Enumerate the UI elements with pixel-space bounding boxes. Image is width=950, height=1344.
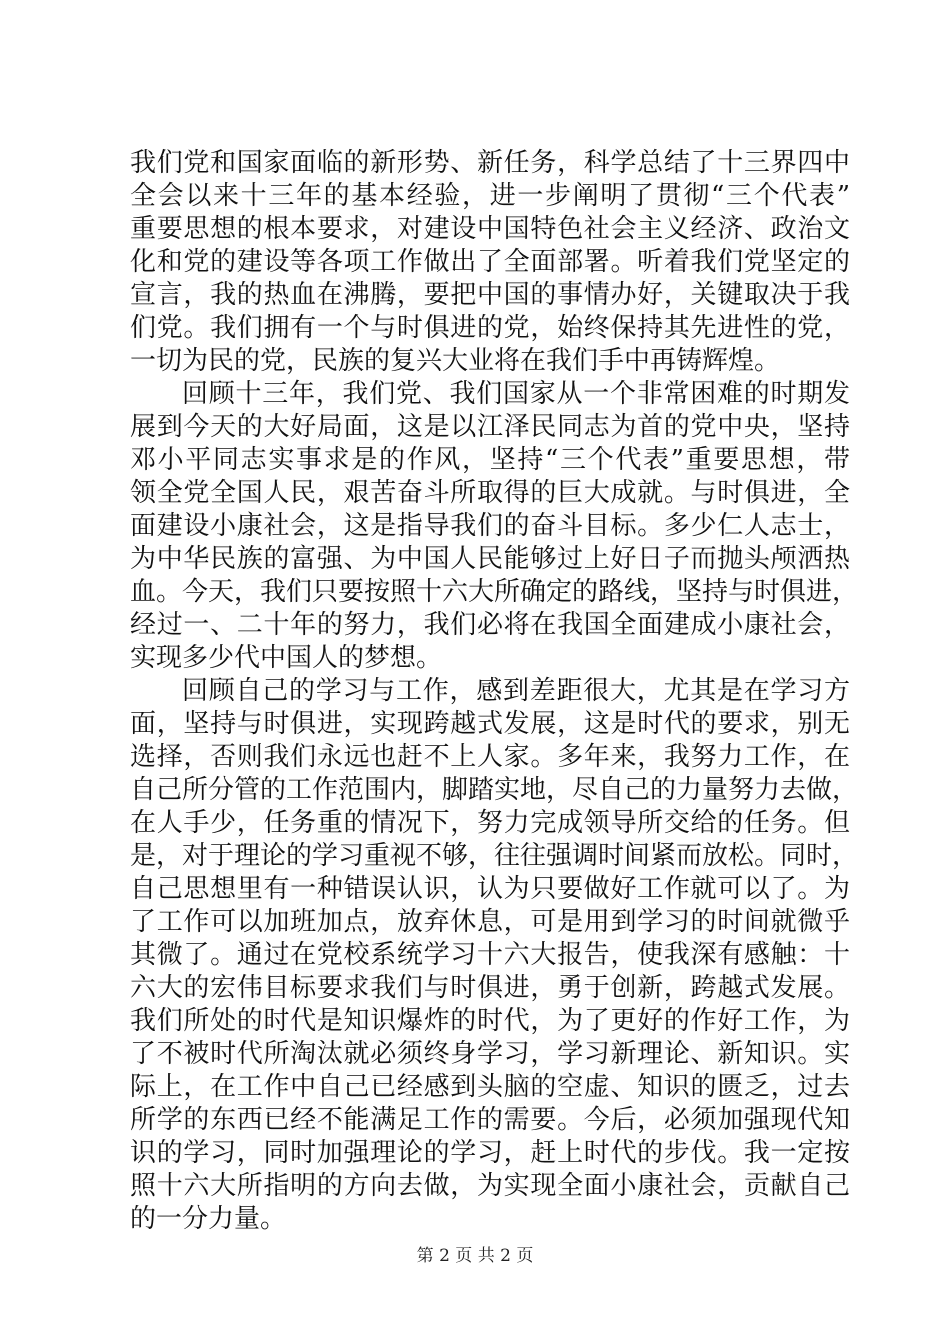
text-line: 为中华民族的富强、为中国人民能够过上好日子而抛头颅洒热 xyxy=(130,544,850,574)
text-line: 六大的宏伟目标要求我们与时俱进，勇于创新，跨越式发展。 xyxy=(130,973,850,1003)
text-line: 宣言，我的热血在沸腾，要把中国的事情办好，关键取决于我 xyxy=(130,280,850,310)
text-line: 识的学习，同时加强理论的学习，赶上时代的步伐。我一定按 xyxy=(130,1138,850,1168)
document-body xyxy=(130,147,859,1236)
text-line: 际上，在工作中自己已经感到头脑的空虚、知识的匮乏，过去 xyxy=(130,1072,850,1102)
text-line: 领全党全国人民，艰苦奋斗所取得的巨大成就。与时俱进，全 xyxy=(130,478,850,508)
text-line: 展到今天的大好局面，这是以江泽民同志为首的党中央，坚持 xyxy=(130,412,850,442)
paragraph-1 xyxy=(130,147,850,378)
text-line: 在人手少，任务重的情况下，努力完成领导所交给的任务。但 xyxy=(130,808,850,838)
text-line: 我们所处的时代是知识爆炸的时代，为了更好的作好工作，为 xyxy=(130,1006,850,1036)
text-line: 全会以来十三年的基本经验，进一步阐明了贯彻“三个代表” xyxy=(130,181,850,211)
text-line: 面，坚持与时俱进，实现跨越式发展，这是时代的要求，别无 xyxy=(130,709,850,739)
text-line: 选择，否则我们永远也赶不上人家。多年来，我努力工作，在 xyxy=(130,742,850,772)
text-line: 自己所分管的工作范围内，脚踏实地，尽自己的力量努力去做， xyxy=(130,775,859,805)
text-line: 们党。我们拥有一个与时俱进的党，始终保持其先进性的党， xyxy=(130,313,850,343)
text-line: 实现多少代中国人的梦想。 xyxy=(130,643,443,673)
text-line: 是，对于理论的学习重视不够，往往强调时间紧而放松。同时， xyxy=(130,841,859,871)
text-line: 其微了。通过在党校系统学习十六大报告，使我深有感触：十 xyxy=(130,940,850,970)
paragraph-3 xyxy=(130,675,859,1236)
text-line: 经过一、二十年的努力，我们必将在我国全面建成小康社会， xyxy=(130,610,850,640)
page-number-footer: 第 2 页 共 2 页 xyxy=(416,1246,534,1266)
text-line: 我们党和国家面临的新形势、新任务，科学总结了十三界四中 xyxy=(130,148,850,178)
text-line: 重要思想的根本要求，对建设中国特色社会主义经济、政治文 xyxy=(130,214,850,244)
text-line: 回顾十三年，我们党、我们国家从一个非常困难的时期发 xyxy=(182,379,850,409)
text-line: 了不被时代所淘汰就必须终身学习，学习新理论、新知识。实 xyxy=(130,1039,850,1069)
text-line: 邓小平同志实事求是的作风，坚持“三个代表”重要思想，带 xyxy=(130,445,850,475)
text-line: 面建设小康社会，这是指导我们的奋斗目标。多少仁人志士， xyxy=(130,511,850,541)
text-line: 回顾自己的学习与工作，感到差距很大，尤其是在学习方 xyxy=(182,676,850,706)
text-line: 的一分力量。 xyxy=(130,1204,287,1234)
text-line: 照十六大所指明的方向去做，为实现全面小康社会，贡献自己 xyxy=(130,1171,850,1201)
text-line: 化和党的建设等各项工作做出了全面部署。听着我们党坚定的 xyxy=(130,247,850,277)
text-line: 自己思想里有一种错误认识，认为只要做好工作就可以了。为 xyxy=(130,874,850,904)
paragraph-2 xyxy=(130,378,859,675)
text-line: 了工作可以加班加点，放弃休息，可是用到学习的时间就微乎 xyxy=(130,907,850,937)
text-line: 一切为民的党，民族的复兴大业将在我们手中再铸辉煌。 xyxy=(130,346,781,376)
text-line: 血。今天，我们只要按照十六大所确定的路线，坚持与时俱进， xyxy=(130,577,859,607)
text-line: 所学的东西已经不能满足工作的需要。今后，必须加强现代知 xyxy=(130,1105,850,1135)
